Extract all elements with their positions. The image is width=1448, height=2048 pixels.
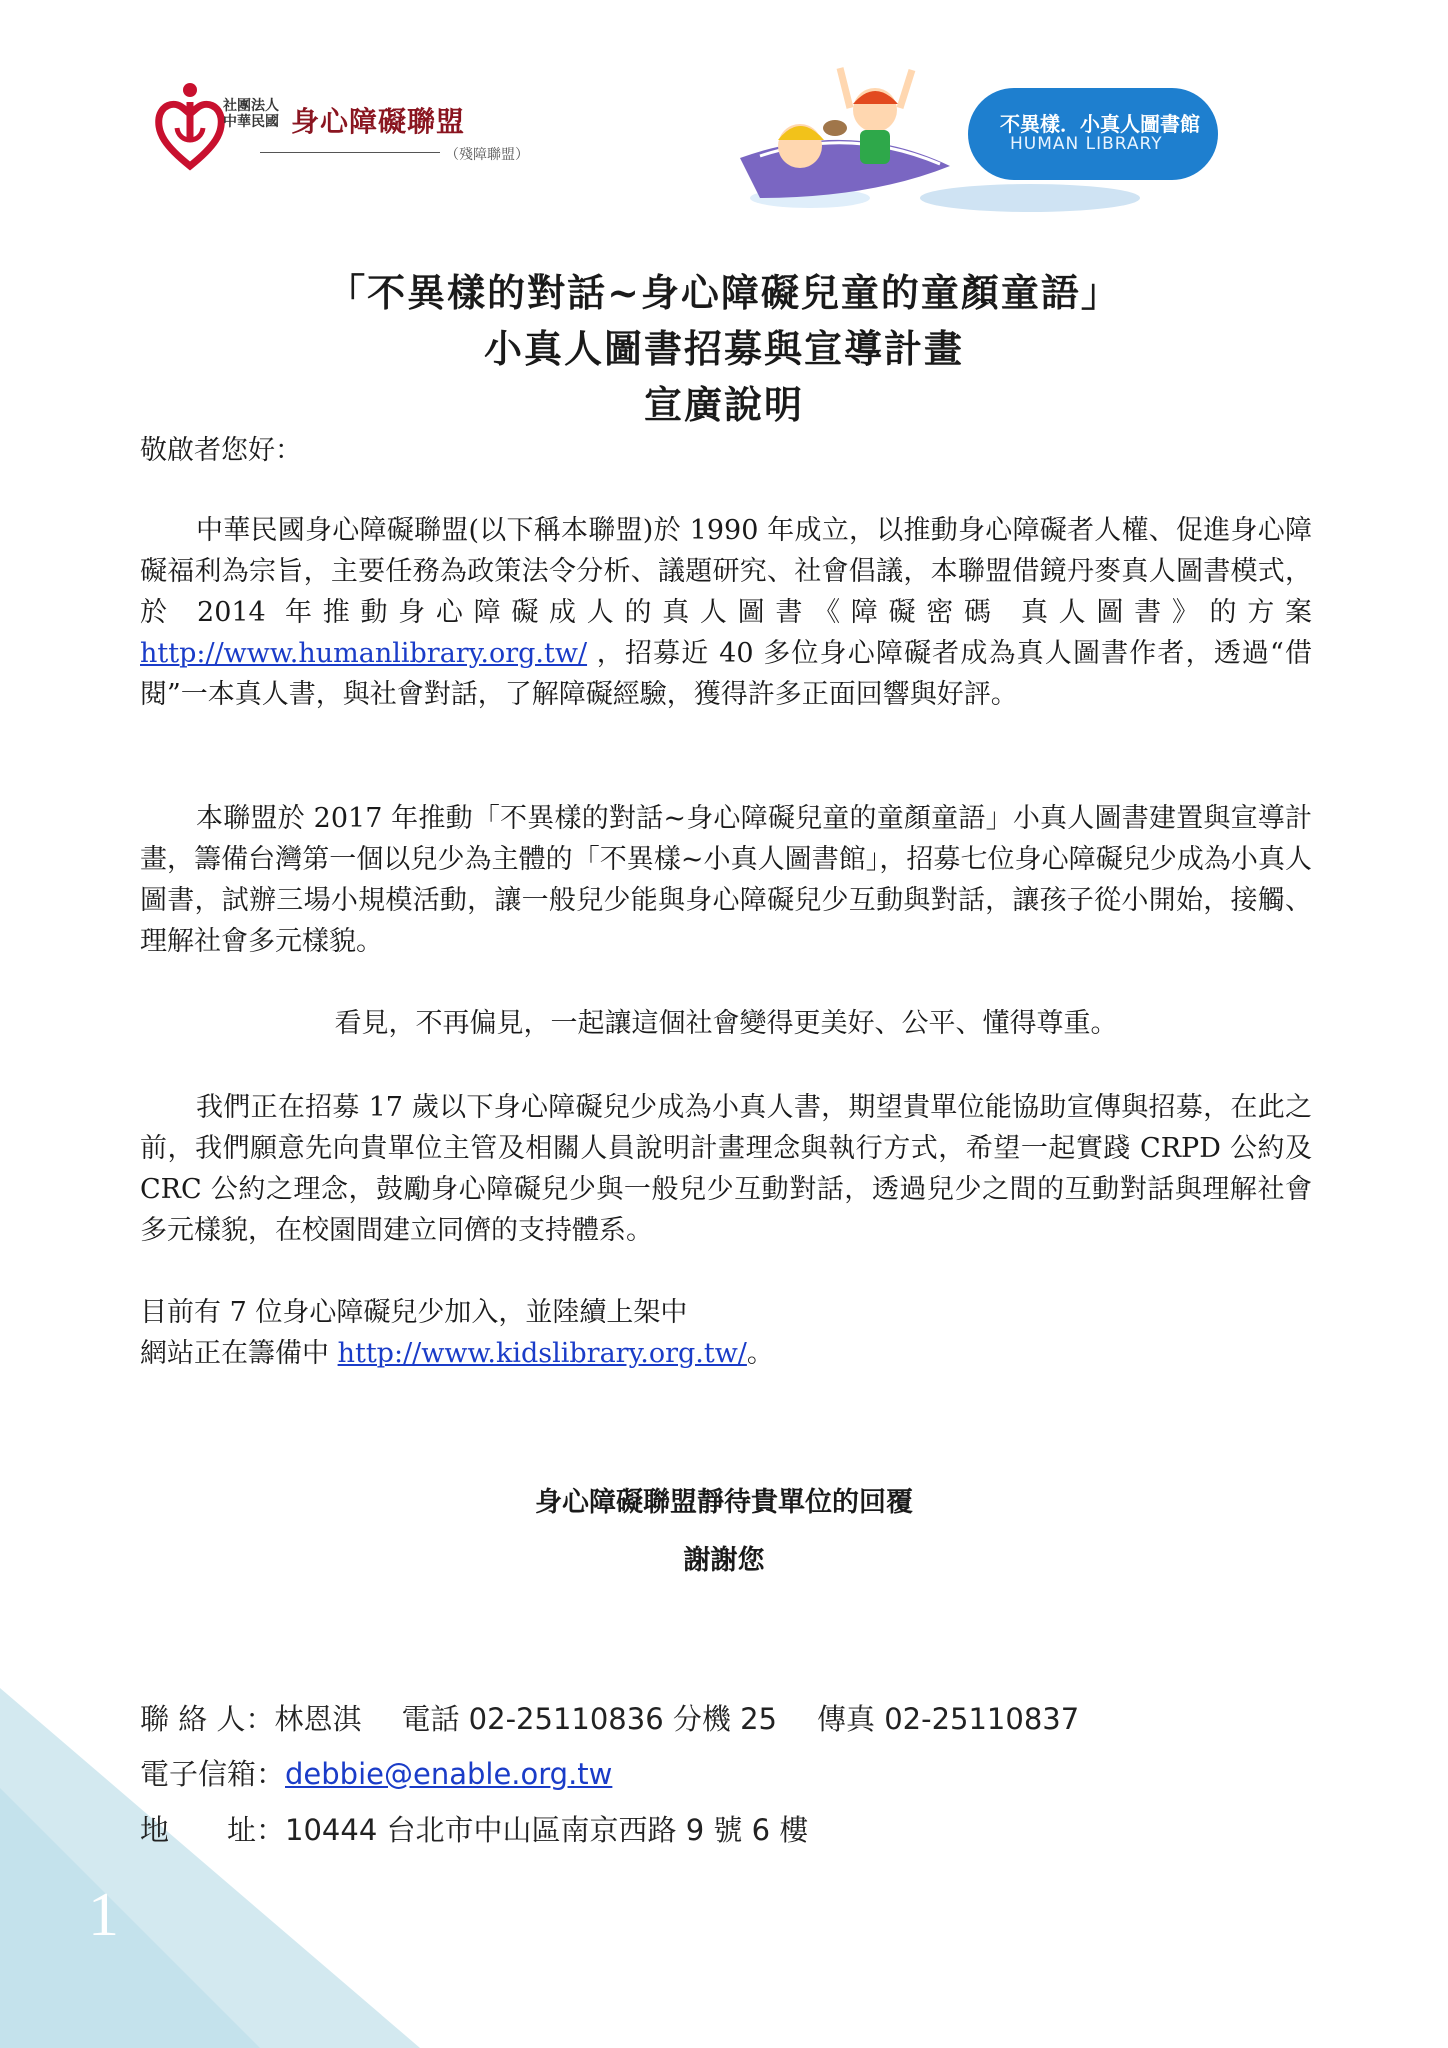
library-subtitle: HUMAN LIBRARY bbox=[1010, 134, 1163, 154]
org-sub-name: （殘障聯盟） bbox=[445, 147, 529, 163]
slogan: 看見，不再偏見，一起讓這個社會變得更美好、公平、懂得尊重。 bbox=[334, 1008, 1118, 1039]
website-label: 網站正在籌備中 bbox=[140, 1338, 338, 1369]
contact-fax: 傳真 02-25110837 bbox=[816, 1702, 1080, 1736]
doc-title-line1: 「不異樣的對話~身心障礙兒童的童顏童語」 bbox=[327, 270, 1121, 315]
address-label: 地 址： bbox=[140, 1813, 286, 1847]
org-small-line1: 社團法人 bbox=[223, 98, 279, 114]
greeting: 敬啟者您好： bbox=[140, 435, 302, 466]
org-small-line2: 中華民國 bbox=[223, 114, 279, 130]
contact-person: 林恩淇 bbox=[274, 1702, 362, 1736]
email-link[interactable]: debbie@enable.org.tw bbox=[285, 1757, 613, 1791]
contact-address-row bbox=[140, 1808, 808, 1849]
paragraph-intro-text: 中華民國身心障礙聯盟(以下稱本聯盟)於 1990 年成立，以推動身心障礙者人權、促進身心障礙福利為宗旨，主要任務為政策法令分析、議題研究、社會倡議，本聯盟借鏡丹麥真人圖書模式，於 2014 年推動身心障礙成人的真人圖書《障礙密碼 真人圖書》的方案 bbox=[140, 515, 1312, 628]
status-line: 目前有 7 位身心障礙兒少加入，並陸續上架中 bbox=[140, 1297, 688, 1328]
contact-email-row bbox=[140, 1752, 612, 1793]
address: 10444 台北市中山區南京西路 9 號 6 樓 bbox=[285, 1813, 809, 1847]
human-library-logo bbox=[700, 48, 1260, 218]
org-divider bbox=[260, 152, 440, 153]
email-label: 電子信箱： bbox=[140, 1757, 286, 1791]
page-number: 1 bbox=[88, 1881, 119, 1949]
website-line bbox=[140, 1333, 1312, 1374]
website-end: 。 bbox=[746, 1338, 774, 1369]
contact-person-row bbox=[140, 1697, 1079, 1738]
org-name: 身心障礙聯盟 bbox=[291, 105, 466, 138]
doc-title-line3: 宣廣說明 bbox=[643, 382, 804, 427]
paragraph-intro-text-end: ，招募近 40 多位身心障礙者成為真人圖書作者，透過“借閱”一本真人書，與社會對話，了解障礙經驗，獲得許多正面回響與好評。 bbox=[140, 638, 1312, 710]
paragraph-project: 本聯盟於 2017 年推動「不異樣的對話~身心障礙兒童的童顏童語」小真人圖書建置與宣導計畫，籌備台灣第一個以兒少為主體的「不異樣~小真人圖書館」，招募七位身心障礙兒少成為小真人圖書，試辦三場小規模活動，讓一般兒少能與身心障礙兒少互動與對話，讓孩子從小開始，接觸、理解社會多元樣貌。 bbox=[140, 803, 1312, 957]
doc-title-line2: 小真人圖書招募與宣導計畫 bbox=[483, 326, 964, 371]
status-block bbox=[140, 1292, 1312, 1374]
kidslibrary-link[interactable]: http://www.kidslibrary.org.tw/ bbox=[337, 1338, 747, 1369]
org-small-label bbox=[223, 98, 279, 130]
contact-phone: 電話 02-25110836 分機 25 bbox=[401, 1702, 777, 1736]
thanks-line: 謝謝您 bbox=[683, 1545, 765, 1576]
contact-person-label: 聯 絡 人： bbox=[140, 1702, 275, 1736]
library-title: 不異樣．小真人圖書館 bbox=[1000, 112, 1200, 136]
paragraph-intro bbox=[140, 510, 1312, 715]
paragraph-recruit: 我們正在招募 17 歲以下身心障礙兒少成為小真人書，期望貴單位能協助宣傳與招募，在此之前，我們願意先向貴單位主管及相關人員說明計畫理念與執行方式，希望一起實踐 CRPD 公約及 CRC 公約之理念，鼓勵身心障礙兒少與一般兒少互動對話，透過兒少之間的互動對話與理解社會多元樣貌，在校園間建立同儕的支持體系。 bbox=[140, 1092, 1312, 1246]
humanlibrary-link[interactable]: http://www.humanlibrary.org.tw/ bbox=[140, 638, 588, 669]
heart-logo-icon bbox=[155, 78, 225, 178]
org-logo bbox=[155, 78, 555, 178]
closing-line: 身心障礙聯盟靜待貴單位的回覆 bbox=[535, 1487, 913, 1518]
